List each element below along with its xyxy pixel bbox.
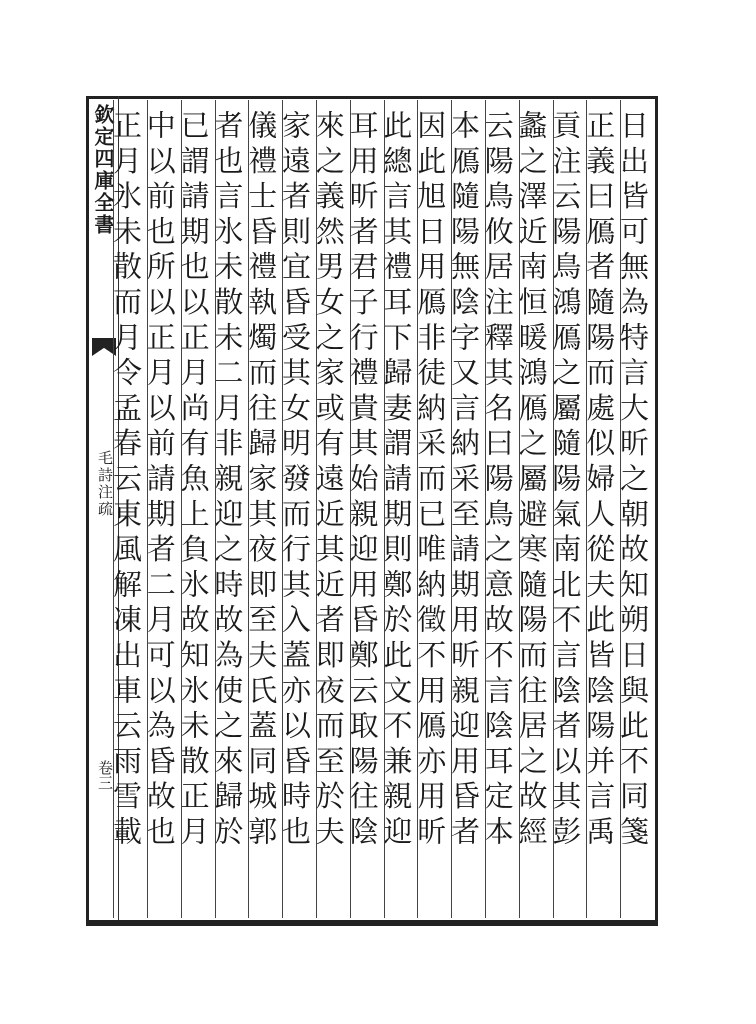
text-column: 正義曰鴈者隨陽而處似婦人從夫此皆陰陽并言禹 (582, 110, 617, 852)
volume-number: 卷三 (96, 760, 114, 790)
text-column: 中以前也所以正月以前請期者二月可以為昏故也 (142, 110, 177, 852)
column-rule (485, 100, 486, 918)
text-column: 因此旭日用鴈非徒納采而已唯納徵不用鴈亦用昕 (413, 110, 448, 852)
column-rule (181, 100, 182, 918)
column-rule (113, 100, 114, 918)
column-rule (282, 100, 283, 918)
column-rule (553, 100, 554, 918)
bottom-border (86, 920, 658, 926)
column-rule (350, 100, 351, 918)
text-column: 已謂請期也以正月尚有魚上負氷故知氷未散正月 (176, 110, 211, 852)
column-rule (586, 100, 587, 918)
column-rule (384, 100, 385, 918)
text-column: 云陽鳥攸居注釋其名曰陽鳥之意故不言陰耳定本 (480, 110, 515, 852)
library-title: 欽定四庫全書 (91, 104, 115, 236)
text-column: 貢注云陽鳥鴻鴈之屬隨陽氣南北不言陰者以其彭 (548, 110, 583, 852)
column-rule (417, 100, 418, 918)
column-rule (620, 100, 621, 918)
text-column: 此總言其禮耳下歸妻謂請期則鄭於此文不兼親迎 (379, 110, 414, 852)
column-rule (147, 100, 148, 918)
text-column: 儀禮士昏禮執燭而往歸家其夜即至夫氏蓋同城郭 (244, 110, 279, 852)
text-column: 者也言氷未散未二月非親迎之時故為使之來歸於 (210, 110, 245, 852)
text-column: 家遠者則宜昏受其女明發而行其入蓋亦以昏時也 (277, 110, 312, 852)
text-column: 日出皆可無為特言大昕之朝故知朔日與此不同箋 (615, 110, 650, 852)
column-rule (316, 100, 317, 918)
book-title: 毛詩注疏 (96, 450, 114, 518)
text-column: 蠡之澤近南恒暖鴻鴈之屬避寒隨陽而往居之故經 (514, 110, 549, 852)
text-column: 耳用昕者君子行禮貴其始親迎用昏鄭云取陽往陰 (345, 110, 380, 852)
column-rule (215, 100, 216, 918)
text-column: 正月氷未散而月令孟春云東風解凍出車云雨雪載 (108, 110, 143, 852)
column-rule (451, 100, 452, 918)
column-rule (248, 100, 249, 918)
column-rule (519, 100, 520, 918)
text-column: 來之義然男女之家或有遠近其近者即夜而至於夫 (311, 110, 346, 852)
text-column: 本鴈隨陽無陰字又言納采至請期用昕親迎用昏者 (446, 110, 481, 852)
